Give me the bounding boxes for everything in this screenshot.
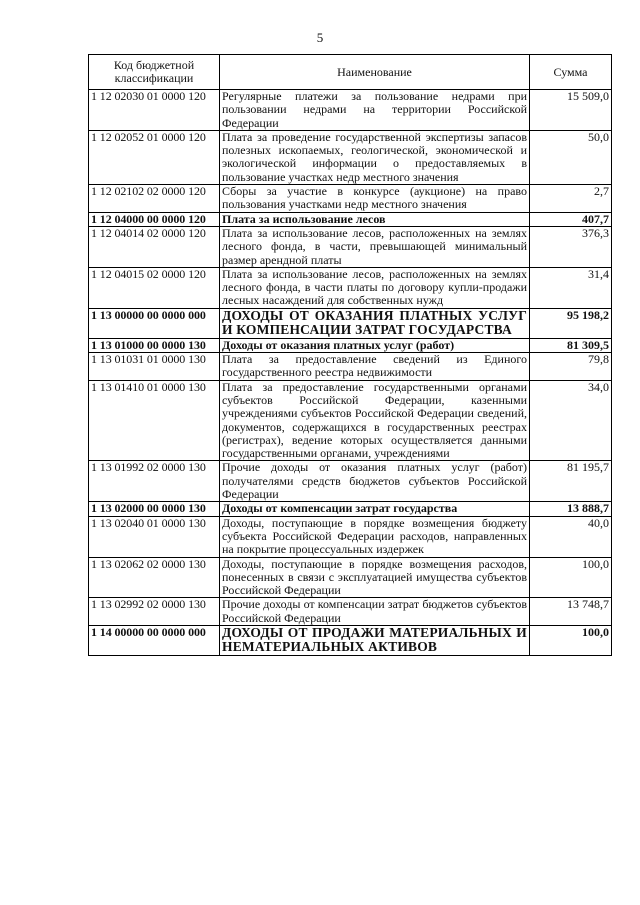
sum-cell: 376,3 (530, 226, 612, 267)
table-row (89, 598, 612, 626)
sum-cell: 2,7 (530, 185, 612, 213)
name-cell: Плата за предоставление государственными органами субъектов Российской Федерации, казенными учреждениями субъектов Российской Федерации сведений, документов, содержащихся в государственных реестрах (регистрах), ведение которых осуществляется данными государственными органами, учреждениями (220, 380, 530, 461)
header-name: Наименование (220, 55, 530, 90)
table-row (89, 461, 612, 502)
table-row (89, 502, 612, 516)
sum-cell: 81 195,7 (530, 461, 612, 502)
code-cell: 1 13 01992 02 0000 130 (89, 461, 220, 502)
code-cell: 1 12 02102 02 0000 120 (89, 185, 220, 213)
table-row (89, 226, 612, 267)
table-row (89, 308, 612, 338)
name-cell: Доходы, поступающие в порядке возмещения бюджету субъекта Российской Федерации расходов, направленных на покрытие процессуальных издержек (220, 516, 530, 557)
code-cell: 1 13 01000 00 0000 130 (89, 338, 220, 352)
name-cell: Доходы от оказания платных услуг (работ) (220, 338, 530, 352)
code-cell: 1 13 01031 01 0000 130 (89, 353, 220, 381)
table-row (89, 338, 612, 352)
name-cell: Плата за использование лесов, расположенных на землях лесного фонда, в части, превышающей минимальный размер арендной платы (220, 226, 530, 267)
name-cell: Регулярные платежи за пользование недрами при пользовании недрами на территории Российской Федерации (220, 90, 530, 131)
code-cell: 1 13 02040 01 0000 130 (89, 516, 220, 557)
code-cell: 1 14 00000 00 0000 000 (89, 625, 220, 655)
table-row (89, 90, 612, 131)
sum-cell: 40,0 (530, 516, 612, 557)
name-cell: ДОХОДЫ ОТ ОКАЗАНИЯ ПЛАТНЫХ УСЛУГ И КОМПЕНСАЦИИ ЗАТРАТ ГОСУДАРСТВА (220, 308, 530, 338)
name-cell: Доходы, поступающие в порядке возмещения расходов, понесенных в связи с эксплуатацией имущества субъектов Российской Федерации (220, 557, 530, 598)
header-code: Код бюджетной классификации (89, 55, 220, 90)
sum-cell: 34,0 (530, 380, 612, 461)
name-cell: Плата за использование лесов (220, 212, 530, 226)
header-sum: Сумма (530, 55, 612, 90)
name-cell: Прочие доходы от оказания платных услуг (работ) получателями средств бюджетов субъектов Российской Федерации (220, 461, 530, 502)
sum-cell: 100,0 (530, 625, 612, 655)
name-cell: Доходы от компенсации затрат государства (220, 502, 530, 516)
code-cell: 1 12 02052 01 0000 120 (89, 130, 220, 184)
code-cell: 1 13 01410 01 0000 130 (89, 380, 220, 461)
sum-cell: 13 748,7 (530, 598, 612, 626)
table-row (89, 212, 612, 226)
sum-cell: 13 888,7 (530, 502, 612, 516)
sum-cell: 79,8 (530, 353, 612, 381)
name-cell: ДОХОДЫ ОТ ПРОДАЖИ МАТЕРИАЛЬНЫХ И НЕМАТЕРИАЛЬНЫХ АКТИВОВ (220, 625, 530, 655)
code-cell: 1 12 04000 00 0000 120 (89, 212, 220, 226)
code-cell: 1 12 02030 01 0000 120 (89, 90, 220, 131)
page-number: 5 (316, 30, 324, 45)
sum-cell: 31,4 (530, 267, 612, 308)
table-row (89, 380, 612, 461)
table-row (89, 130, 612, 184)
table-row (89, 516, 612, 557)
sum-cell: 15 509,0 (530, 90, 612, 131)
table-body (89, 90, 612, 656)
sum-cell: 81 309,5 (530, 338, 612, 352)
code-cell: 1 12 04014 02 0000 120 (89, 226, 220, 267)
code-cell: 1 12 04015 02 0000 120 (89, 267, 220, 308)
name-cell: Прочие доходы от компенсации затрат бюджетов субъектов Российской Федерации (220, 598, 530, 626)
name-cell: Плата за использование лесов, расположенных на землях лесного фонда, в части платы по договору купли-продажи лесных насаждений для собственных нужд (220, 267, 530, 308)
revenue-table (88, 54, 612, 656)
sum-cell: 100,0 (530, 557, 612, 598)
code-cell: 1 13 02000 00 0000 130 (89, 502, 220, 516)
table-row (89, 267, 612, 308)
code-cell: 1 13 02062 02 0000 130 (89, 557, 220, 598)
sum-cell: 50,0 (530, 130, 612, 184)
table-row (89, 625, 612, 655)
code-cell: 1 13 00000 00 0000 000 (89, 308, 220, 338)
code-cell: 1 13 02992 02 0000 130 (89, 598, 220, 626)
name-cell: Плата за предоставление сведений из Единого государственного реестра недвижимости (220, 353, 530, 381)
name-cell: Плата за проведение государственной экспертизы запасов полезных ископаемых, геологической, экономической и экологической информации о предоставляемых в пользование участках недр местного значения (220, 130, 530, 184)
table-header-row (89, 55, 612, 90)
sum-cell: 95 198,2 (530, 308, 612, 338)
table-row (89, 353, 612, 381)
table-row (89, 557, 612, 598)
sum-cell: 407,7 (530, 212, 612, 226)
table-row (89, 185, 612, 213)
name-cell: Сборы за участие в конкурсе (аукционе) на право пользования участками недр местного значения (220, 185, 530, 213)
